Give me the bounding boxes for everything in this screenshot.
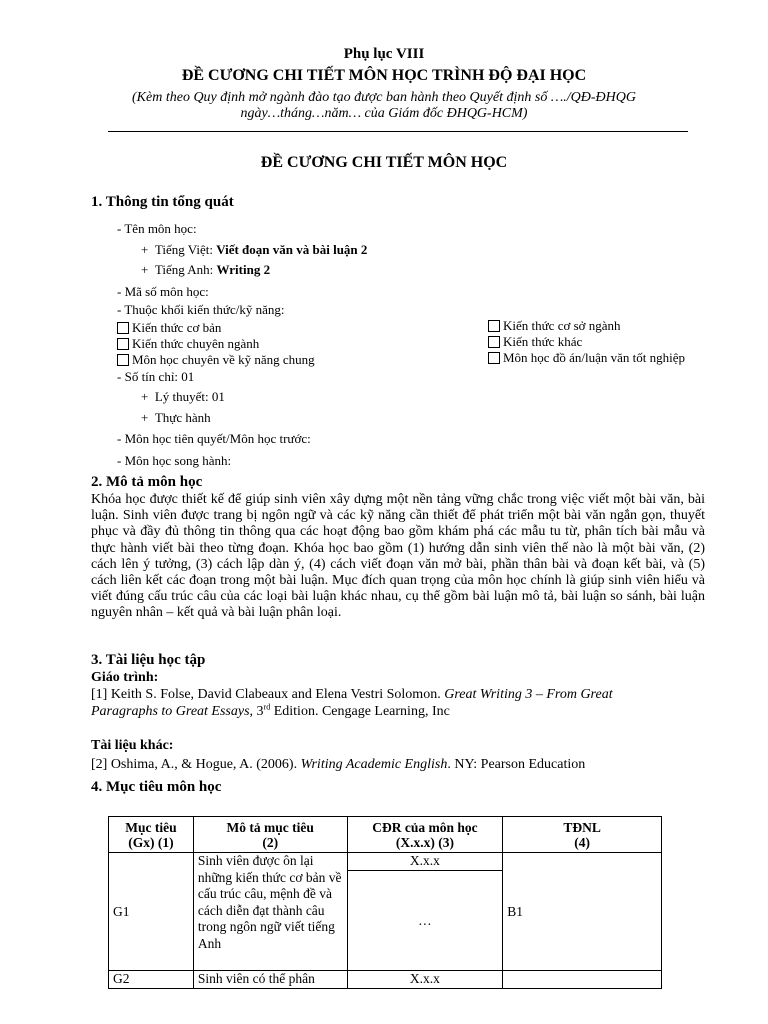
course-name-label: Tên môn học:: [124, 221, 197, 236]
section2-heading: 2. Mô tả môn học: [91, 474, 203, 490]
col-header-outcome: CĐR của môn học (X.x.x) (3): [347, 817, 503, 853]
reference-1-line2: [91, 704, 450, 720]
checkbox[interactable]: [488, 336, 500, 348]
practice-item: + Thực hành: [141, 410, 211, 425]
section4-heading: 4. Mục tiêu môn học: [91, 779, 222, 795]
theory-item: + Lý thuyết: 01: [141, 389, 225, 404]
option-other[interactable]: [488, 334, 582, 350]
goal-code: G1: [109, 853, 194, 971]
doc-title: ĐỀ CƯƠNG CHI TIẾT MÔN HỌC: [260, 154, 508, 171]
col-header-goal: Mục tiêu (Gx) (1): [109, 817, 194, 853]
course-name-item: - Tên môn học:: [117, 221, 197, 236]
ref1-edition: , 3: [249, 704, 264, 719]
viet-value: Viết đoạn văn và bài luận 2: [216, 242, 368, 257]
ref2-publisher: . NY: Pearson Education: [447, 757, 586, 772]
table-header-row: [109, 817, 662, 853]
section1-heading: 1. Thông tin tổng quát: [91, 194, 234, 210]
credits-label: Số tín chỉ: 01: [124, 369, 195, 384]
document-header-title: ĐỀ CƯƠNG CHI TIẾT MÔN HỌC TRÌNH ĐỘ ĐẠI HỌC: [181, 67, 587, 84]
other-materials-label: Tài liệu khác:: [91, 738, 174, 753]
goal-code: G2: [109, 971, 194, 989]
header-note-line2: ngày…tháng…năm… của Giám đốc ĐHQG-HCM): [240, 106, 528, 121]
goal-description: Sinh viên được ôn lại những kiến thức cơ bản về cấu trúc câu, mệnh đề và cách diễn đạt thành câu trong ngôn ngữ viết tiếng Anh: [193, 853, 347, 971]
checkbox[interactable]: [117, 322, 129, 334]
option-thesis[interactable]: [488, 350, 685, 366]
checkbox[interactable]: [117, 338, 129, 350]
parallel-item: - Môn học song hành:: [117, 453, 232, 468]
course-code-label: Mã số môn học:: [124, 284, 209, 299]
col-header-description: Mô tả mục tiêu (2): [193, 817, 347, 853]
header-divider: [108, 131, 688, 132]
checkbox[interactable]: [488, 352, 500, 364]
option-label: Kiến thức cơ sở ngành: [503, 318, 621, 333]
col-header-level: TĐNL (4): [503, 817, 662, 853]
textbook-label: Giáo trình:: [91, 670, 159, 685]
table-row: [109, 971, 662, 989]
header-note-line1: (Kèm theo Quy định mở ngành đào tạo được ban hành theo Quyết định số …./QĐ-ĐHQG: [132, 90, 636, 105]
ref1-publisher: Edition. Cengage Learning, Inc: [270, 704, 450, 719]
goal-outcome: …: [347, 871, 503, 971]
parallel-label: Môn học song hành:: [124, 453, 232, 468]
option-label: Kiến thức cơ bản: [132, 320, 222, 335]
appendix-label: Phụ lục VIII: [343, 46, 425, 62]
goal-level: [503, 971, 662, 989]
option-label: Môn học đồ án/luận văn tốt nghiệp: [503, 350, 685, 365]
option-label: Môn học chuyên về kỹ năng chung: [132, 352, 315, 367]
ref1-edition-sup: rd: [263, 702, 271, 712]
eng-label: Tiếng Anh:: [154, 262, 217, 277]
practice-label: Thực hành: [154, 410, 211, 425]
ref2-title: Writing Academic English: [300, 757, 448, 772]
viet-label: Tiếng Việt:: [154, 242, 217, 257]
ref2-authors: [2] Oshima, A., & Hogue, A. (2006).: [91, 757, 301, 772]
course-description: Khóa học được thiết kế để giúp sinh viên xây dựng một nền tảng vững chắc trong việc viết một bài văn, bài luận. Sinh viên được trang bị ngôn ngữ và các kỹ năng cần thiết để phát triển một bài văn ngắn gọn, thuyết phục và đầy đủ thông tin thông qua các hoạt động bao gồm khám phá các mẫu tu từ, phân tích bài mẫu và thực hành viết bài theo từng đoạn. Khóa học bao gồm (1) hướng dẫn sinh viên thế nào là một bài văn, (2) cách lên ý tưởng, (3) cách lập dàn ý, (4) cách viết đoạn văn mở bài, phần thân bài và đoạn kết bài, và (5) cách liên kết các đoạn trong một bài luận. Mục đích quan trọng của môn học chính là giúp sinh viên hiểu và viết đúng cấu trúc câu của các loại bài luận khác nhau, cụ thể gồm bài luận mô tả, bài luận so sánh, bài luận nguyên nhân – kết quả và bài luận phân loại.: [91, 492, 705, 621]
eng-name-item: + Tiếng Anh: Writing 2: [141, 262, 271, 277]
option-major[interactable]: [117, 336, 259, 352]
section3-heading: 3. Tài liệu học tập: [91, 652, 206, 668]
theory-label: Lý thuyết: 01: [154, 389, 225, 404]
prereq-item: - Môn học tiên quyết/Môn học trước:: [117, 431, 311, 446]
option-basic[interactable]: [117, 320, 221, 336]
viet-name-item: + Tiếng Việt: Viết đoạn văn và bài luận 2: [141, 242, 368, 257]
checkbox[interactable]: [117, 354, 129, 366]
checkbox[interactable]: [488, 320, 500, 332]
table-row: [109, 853, 662, 871]
eng-value: Writing 2: [216, 262, 271, 277]
reference-2: [91, 757, 585, 773]
knowledge-block-item: - Thuộc khối kiến thức/kỹ năng:: [117, 302, 285, 317]
objectives-table: [108, 816, 662, 989]
course-code-item: - Mã số môn học:: [117, 284, 209, 299]
prereq-label: Môn học tiên quyết/Môn học trước:: [124, 431, 311, 446]
option-foundation[interactable]: [488, 318, 621, 334]
knowledge-block-label: Thuộc khối kiến thức/kỹ năng:: [124, 302, 285, 317]
credits-item: - Số tín chỉ: 01: [117, 369, 195, 384]
goal-level: B1: [503, 853, 662, 971]
goal-outcome: X.x.x: [347, 853, 503, 871]
goal-description: Sinh viên có thể phân: [193, 971, 347, 989]
option-label: Kiến thức chuyên ngành: [132, 336, 260, 351]
goal-outcome: X.x.x: [347, 971, 503, 989]
option-general-skills[interactable]: [117, 352, 315, 368]
reference-1-line1: [91, 687, 613, 703]
ref1-title: Great Writing 3 – From Great: [444, 687, 613, 702]
ref1-title-cont: Paragraphs to Great Essays: [91, 704, 250, 719]
ref1-authors: [1] Keith S. Folse, David Clabeaux and Elena Vestri Solomon.: [91, 687, 445, 702]
option-label: Kiến thức khác: [503, 334, 583, 349]
